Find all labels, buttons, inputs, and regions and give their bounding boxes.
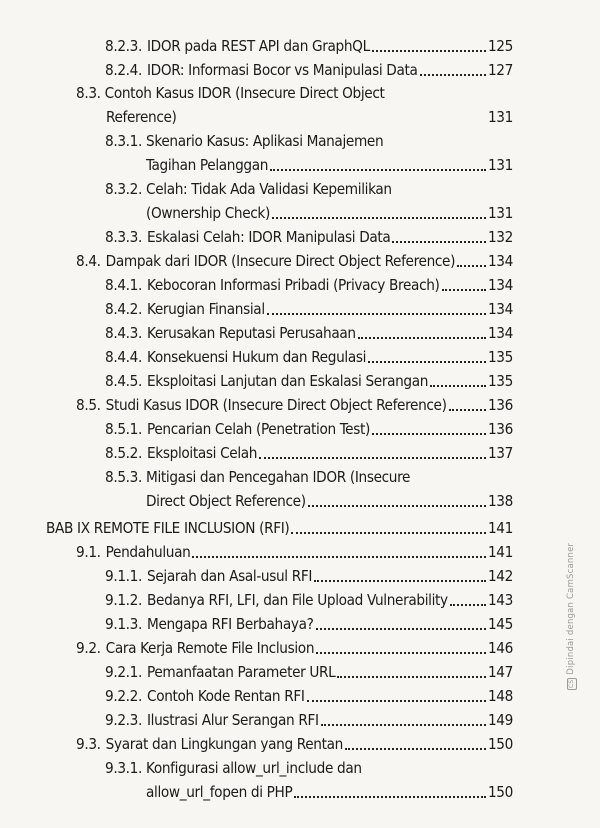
toc-entry-title: Kebocoran Informasi Pribadi (Privacy Breach) xyxy=(147,276,440,294)
toc-leader-dots xyxy=(358,337,486,339)
toc-entry-title-cont: Direct Object Reference) xyxy=(146,492,306,510)
toc-entry xyxy=(105,442,513,464)
toc-leader-dots xyxy=(267,313,486,315)
toc-entry xyxy=(105,418,513,440)
toc-entry-title: Mitigasi dan Pencegahan IDOR (Insecure xyxy=(146,468,411,486)
toc-entry-page: 131 xyxy=(487,204,513,222)
toc-entry xyxy=(105,613,513,635)
toc-entry-continuation xyxy=(106,106,513,128)
toc-leader-dots xyxy=(449,409,486,411)
toc-entry-title: Studi Kasus IDOR (Insecure Direct Object Reference) xyxy=(105,396,447,414)
toc-entry xyxy=(105,466,410,488)
toc-entry-number: 8.3.3. xyxy=(105,228,142,246)
toc-entry xyxy=(105,370,513,392)
toc-entry-page: 147 xyxy=(487,663,513,681)
toc-entry-page: 141 xyxy=(487,543,513,561)
toc-entry-title: Pencarian Celah (Penetration Test) xyxy=(147,420,370,438)
toc-entry xyxy=(105,685,513,707)
toc-leader-dots xyxy=(192,556,486,558)
toc-entry xyxy=(76,250,513,272)
toc-entry xyxy=(105,757,362,779)
toc-entry-number: 9.1. xyxy=(76,543,101,561)
toc-entry-page: 134 xyxy=(487,324,513,342)
toc-entry-number: 8.5.3. xyxy=(105,468,142,486)
toc-entry-page: 150 xyxy=(487,735,513,753)
toc-entry xyxy=(105,589,513,611)
toc-entry-title: Cara Kerja Remote File Inclusion xyxy=(105,639,315,657)
toc-entry-number: 9.2.2. xyxy=(105,687,142,705)
toc-entry-title: Konfigurasi allow_url_include dan xyxy=(146,759,362,777)
toc-entry-page: 127 xyxy=(487,61,513,79)
toc-entry-page: 141 xyxy=(487,519,513,537)
toc-leader-dots xyxy=(337,676,486,678)
toc-entry-number: 8.4.4. xyxy=(105,348,142,366)
toc-entry-title: IDOR: Informasi Bocor vs Manipulasi Data xyxy=(147,61,418,79)
toc-entry-continuation xyxy=(146,490,513,512)
toc-leader-dots xyxy=(450,604,486,606)
toc-entry xyxy=(105,226,513,248)
toc-entry xyxy=(76,394,513,416)
toc-entry-number: 8.2.4. xyxy=(105,61,142,79)
toc-leader-dots xyxy=(321,724,486,726)
toc-entry-page: 132 xyxy=(487,228,513,246)
toc-entry-number: 8.3.2. xyxy=(105,180,142,198)
toc-entry-page: 134 xyxy=(487,300,513,318)
toc-entry-page: 134 xyxy=(487,252,513,270)
toc-entry-number: 9.2. xyxy=(76,639,101,657)
watermark-text: Dipindai dengan CamScanner xyxy=(566,542,576,675)
toc-entry-number: 8.2.3. xyxy=(105,37,142,55)
toc-entry-title-cont: Reference) xyxy=(106,108,177,126)
toc-entry-number: 8.4.2. xyxy=(105,300,142,318)
toc-entry-number: 9.1.3. xyxy=(105,615,142,633)
toc-entry-page: 137 xyxy=(487,444,513,462)
toc-entry-number: 8.5.2. xyxy=(105,444,142,462)
toc-leader-dots xyxy=(392,241,486,243)
toc-leader-dots xyxy=(270,169,486,171)
toc-entry-title-cont: (Ownership Check) xyxy=(146,204,270,222)
toc-entry xyxy=(105,661,513,683)
toc-entry-number: 8.5. xyxy=(76,396,101,414)
toc-chapter-title: BAB IX REMOTE FILE INCLUSION (RFI) xyxy=(46,519,290,537)
toc-entry-title: Konsekuensi Hukum dan Regulasi xyxy=(147,348,367,366)
toc-leader-dots xyxy=(345,748,486,750)
toc-leader-dots xyxy=(442,289,486,291)
toc-leader-dots xyxy=(308,505,486,507)
toc-entry-title: Eskalasi Celah: IDOR Manipulasi Data xyxy=(147,228,391,246)
scanner-watermark xyxy=(566,543,577,690)
toc-leader-dots xyxy=(372,50,486,52)
toc-entry-title: Sejarah dan Asal-usul RFI xyxy=(147,567,313,585)
toc-entry-title: Skenario Kasus: Aplikasi Manajemen xyxy=(146,132,384,150)
toc-entry-continuation xyxy=(146,781,513,803)
toc-entry xyxy=(105,709,513,731)
toc-entry-page: 135 xyxy=(487,372,513,390)
toc-entry-page: 145 xyxy=(487,615,513,633)
toc-leader-dots xyxy=(316,652,486,654)
toc-leader-dots xyxy=(291,532,486,534)
toc-entry-title: Bedanya RFI, LFI, dan File Upload Vulnerability xyxy=(147,591,448,609)
toc-leader-dots xyxy=(314,580,486,582)
toc-entry-number: 9.2.3. xyxy=(105,711,142,729)
toc-entry-title: Pemanfaatan Parameter URL xyxy=(147,663,336,681)
toc-entry-page: 134 xyxy=(487,276,513,294)
toc-leader-dots xyxy=(457,265,486,267)
toc-entry-continuation xyxy=(146,154,513,176)
toc-entry-page: 135 xyxy=(487,348,513,366)
toc-entry-title: Syarat dan Lingkungan yang Rentan xyxy=(105,735,343,753)
toc-entry-number: 9.3.1. xyxy=(105,759,142,777)
toc-entry-title-cont: allow_url_fopen di PHP xyxy=(146,783,293,801)
toc-entry-title: Dampak dari IDOR (Insecure Direct Object Reference) xyxy=(105,252,456,270)
toc-leader-dots xyxy=(307,700,486,702)
toc-entry-page: 131 xyxy=(487,108,513,126)
toc-entry-page: 125 xyxy=(487,37,513,55)
toc-entry-number: 9.1.2. xyxy=(105,591,142,609)
toc-entry-page: 150 xyxy=(487,783,513,801)
toc-entry-number: 8.4.1. xyxy=(105,276,142,294)
toc-entry-title: Ilustrasi Alur Serangan RFI xyxy=(147,711,319,729)
toc-entry-title-cont: Tagihan Pelanggan xyxy=(146,156,269,174)
toc-leader-dots xyxy=(272,217,486,219)
toc-entry xyxy=(105,346,513,368)
toc-entry-number: 8.4.3. xyxy=(105,324,142,342)
toc-leader-dots xyxy=(420,74,486,76)
toc-leader-dots xyxy=(294,796,486,798)
toc-entry-title: Pendahuluan xyxy=(105,543,191,561)
toc-entry-title: Eksploitasi Lanjutan dan Eskalasi Serangan xyxy=(147,372,429,390)
toc-entry xyxy=(105,565,513,587)
toc-entry-title: Eksploitasi Celah xyxy=(147,444,258,462)
toc-entry-page: 146 xyxy=(487,639,513,657)
toc-entry xyxy=(105,322,513,344)
toc-entry-number: 8.4. xyxy=(76,252,101,270)
toc-entry-number: 8.3. xyxy=(76,84,101,102)
toc-entry xyxy=(76,82,385,104)
toc-entry-page: 138 xyxy=(487,492,513,510)
toc-entry-title: Celah: Tidak Ada Validasi Kepemilikan xyxy=(146,180,392,198)
toc-entry-title: Contoh Kode Rentan RFI xyxy=(147,687,305,705)
toc-leader-dots xyxy=(259,457,486,459)
toc-entry xyxy=(105,298,513,320)
toc-entry xyxy=(76,733,513,755)
toc-entry-title: Contoh Kasus IDOR (Insecure Direct Object xyxy=(104,84,385,102)
toc-entry xyxy=(105,35,513,57)
toc-entry-page: 131 xyxy=(487,156,513,174)
toc-leader-dots xyxy=(316,628,486,630)
toc-entry xyxy=(105,130,383,152)
toc-entry xyxy=(105,59,513,81)
camscanner-icon: CS xyxy=(568,679,575,688)
toc-entry xyxy=(105,178,392,200)
toc-entry-number: 9.3. xyxy=(76,735,101,753)
toc-entry-title: IDOR pada REST API dan GraphQL xyxy=(147,37,370,55)
toc-entry-number: 9.1.1. xyxy=(105,567,142,585)
toc-entry-title: Mengapa RFI Berbahaya? xyxy=(147,615,314,633)
toc-entry-number: 8.5.1. xyxy=(105,420,142,438)
toc-entry-number: 9.2.1. xyxy=(105,663,142,681)
toc-entry-page: 136 xyxy=(487,420,513,438)
toc-chapter-entry xyxy=(46,517,513,539)
toc-entry-page: 148 xyxy=(487,687,513,705)
toc-entry xyxy=(105,274,513,296)
toc-entry-number: 8.4.5. xyxy=(105,372,142,390)
toc-entry-page: 143 xyxy=(487,591,513,609)
toc-entry-continuation xyxy=(146,202,513,224)
toc-entry-page: 142 xyxy=(487,567,513,585)
toc-entry xyxy=(76,541,513,563)
toc-leader-dots xyxy=(430,385,486,387)
toc-entry-title: Kerusakan Reputasi Perusahaan xyxy=(147,324,356,342)
toc-entry-page: 136 xyxy=(487,396,513,414)
toc-leader-dots xyxy=(368,361,486,363)
toc-entry-title: Kerugian Finansial xyxy=(147,300,265,318)
toc-entry xyxy=(76,637,513,659)
toc-entry-number: 8.3.1. xyxy=(105,132,142,150)
toc-leader-dots xyxy=(372,433,486,435)
toc-entry-page: 149 xyxy=(487,711,513,729)
